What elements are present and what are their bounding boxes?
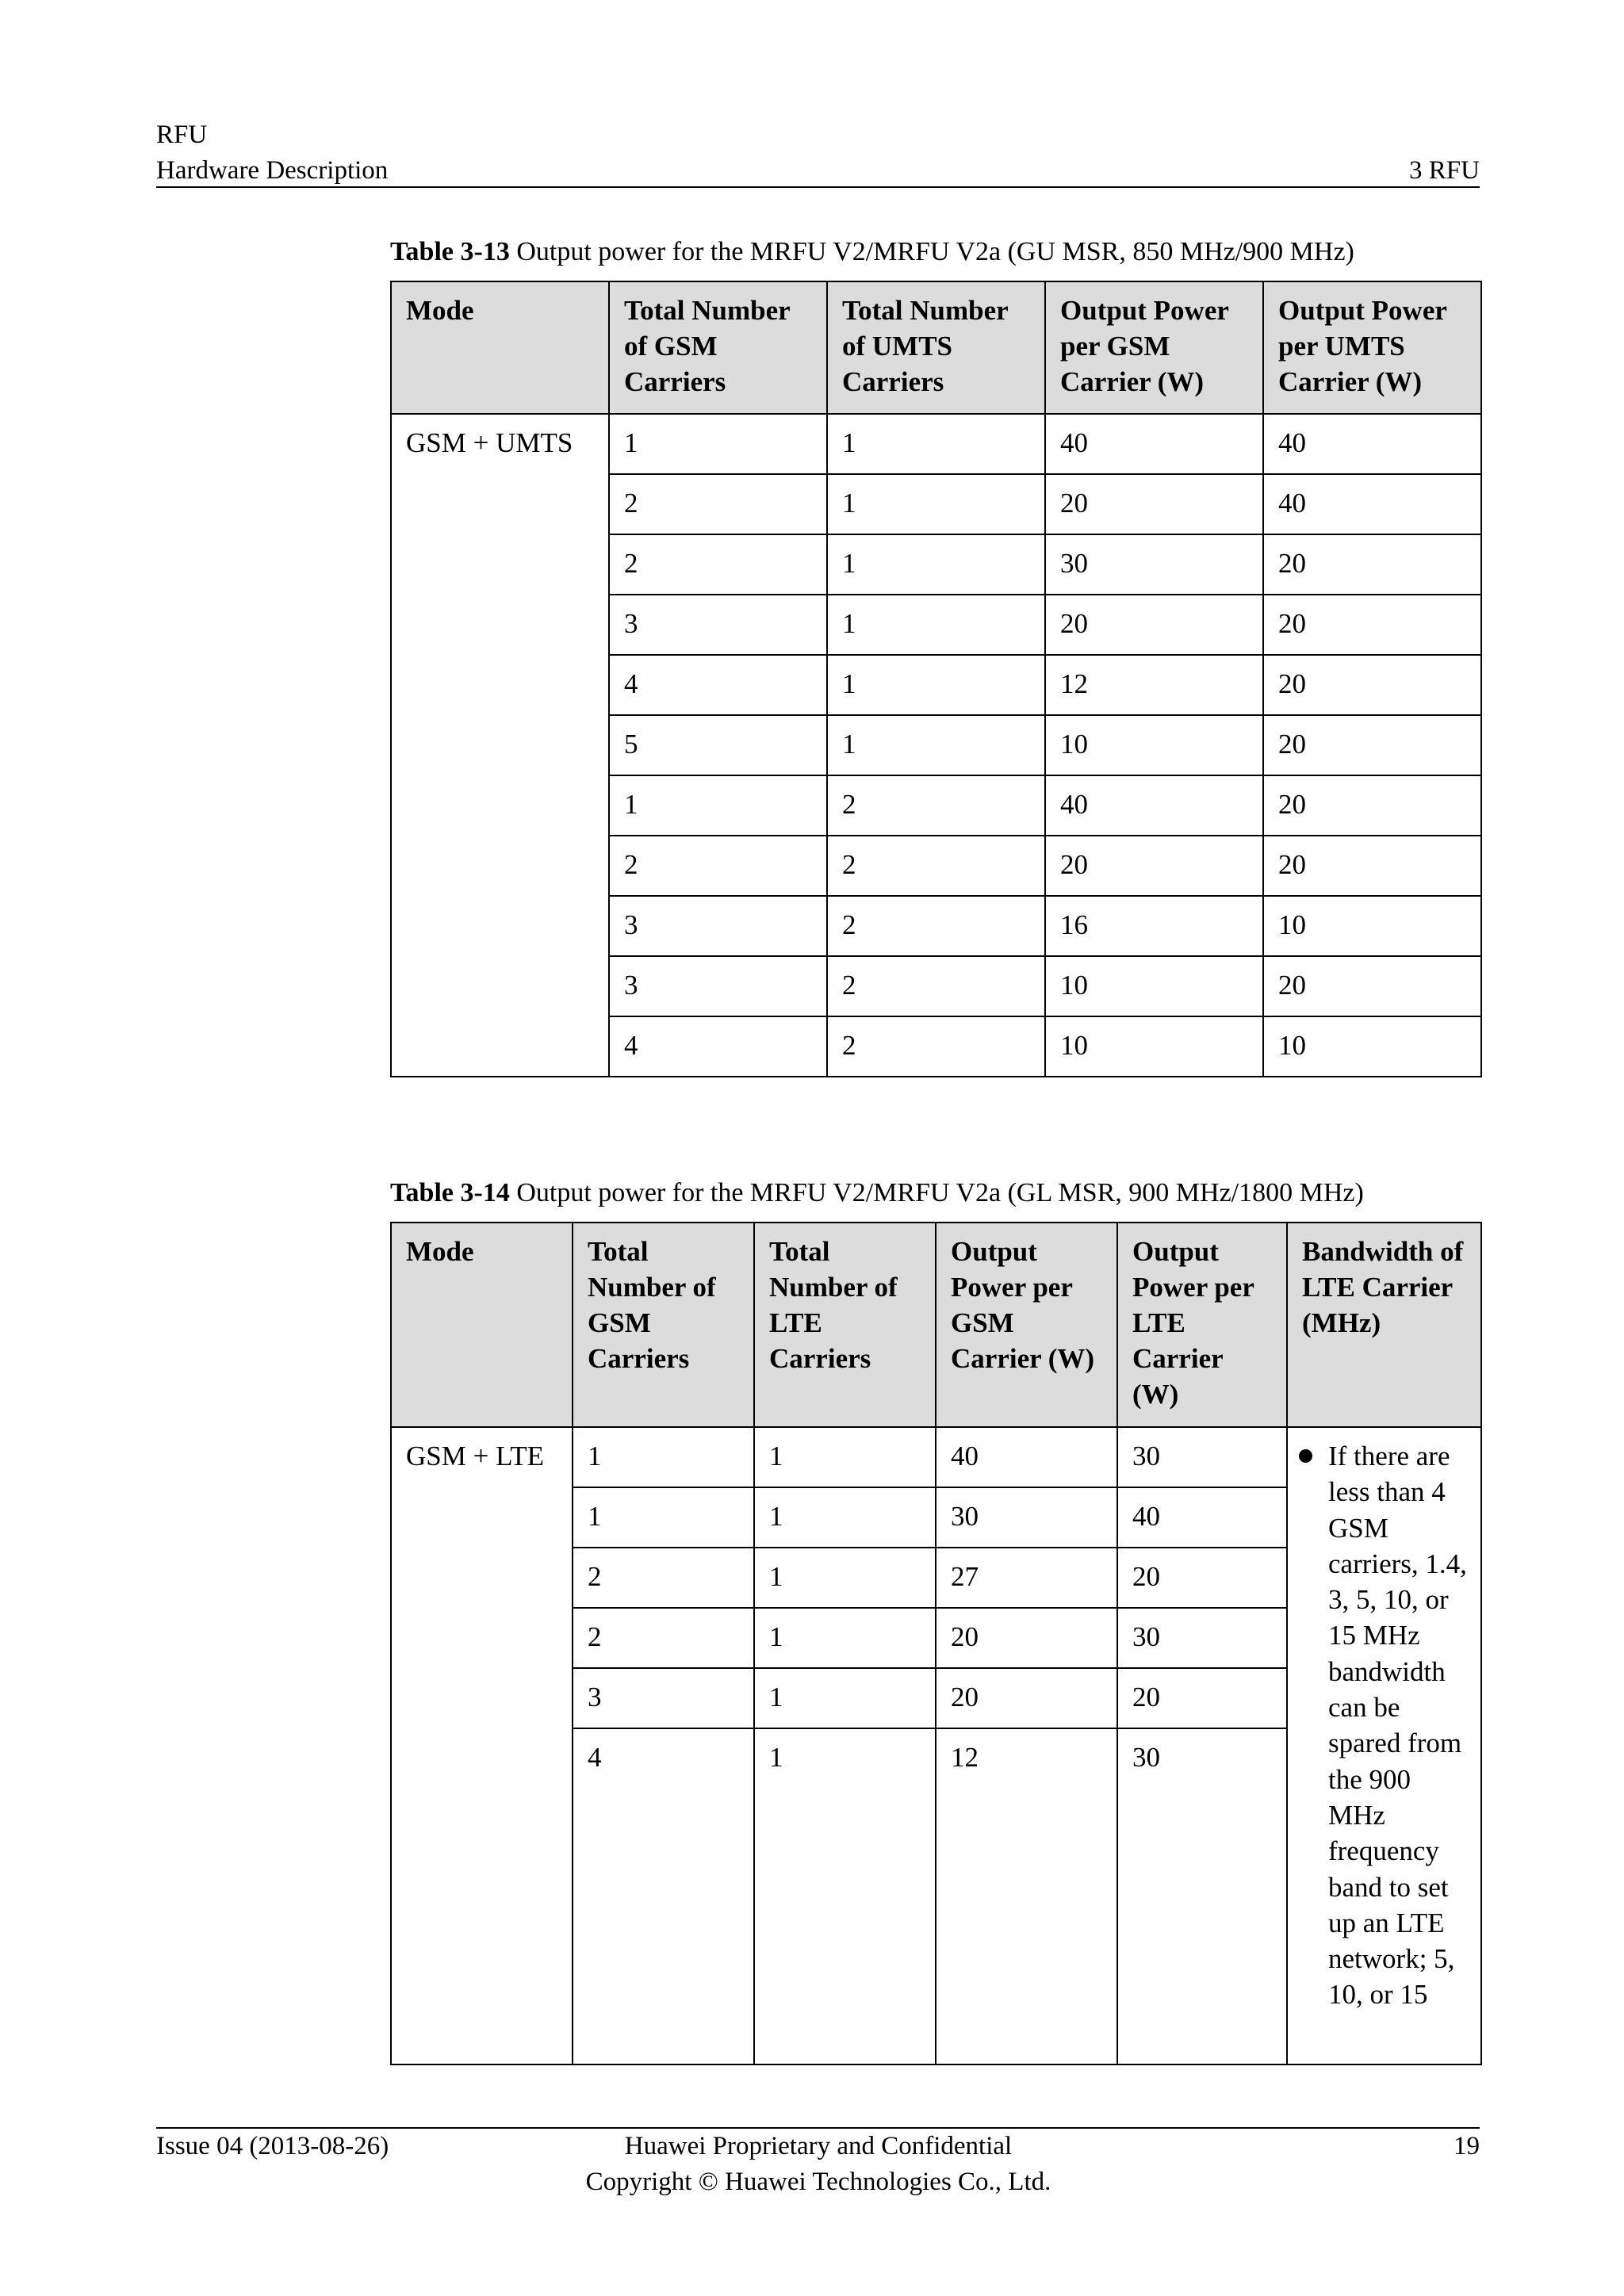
table-cell: 2 xyxy=(609,534,827,595)
table-cell: 2 xyxy=(827,956,1045,1016)
table-cell: 3 xyxy=(609,956,827,1016)
table-cell: 1 xyxy=(754,1728,936,2064)
table14-bandwidth-cell xyxy=(1287,1427,1481,2064)
table-cell: 2 xyxy=(573,1548,754,1608)
table14-caption-label: Table 3-14 xyxy=(390,1178,510,1207)
table-cell: 1 xyxy=(754,1427,936,1487)
table-cell: 20 xyxy=(1263,775,1481,836)
table-cell: 40 xyxy=(1045,414,1263,474)
table-cell: 40 xyxy=(1045,775,1263,836)
table-cell: 20 xyxy=(1117,1668,1287,1728)
table-cell: 2 xyxy=(827,896,1045,956)
table-cell: 2 xyxy=(609,474,827,534)
table-cell: 2 xyxy=(609,836,827,896)
table-cell: 40 xyxy=(936,1427,1117,1487)
table-cell: 1 xyxy=(609,414,827,474)
table-cell: 1 xyxy=(754,1608,936,1668)
table-cell: 40 xyxy=(1117,1487,1287,1548)
bullet-icon xyxy=(1299,1449,1312,1463)
table-cell: 1 xyxy=(827,655,1045,715)
table13-col-mode: Mode xyxy=(391,281,609,414)
table14-col-lte-carriers: Total Number of LTE Carriers xyxy=(754,1223,936,1427)
bandwidth-bullet-item xyxy=(1299,1438,1471,2013)
table13-mode-cell: GSM + UMTS xyxy=(391,414,609,1077)
table14-caption xyxy=(390,1176,1364,1211)
header-chapter: 3 RFU xyxy=(1409,156,1480,185)
table-cell: 4 xyxy=(609,655,827,715)
table-cell: 30 xyxy=(1045,534,1263,595)
table-cell: 20 xyxy=(1045,474,1263,534)
table-cell: 30 xyxy=(1117,1728,1287,2064)
table14-caption-text: Output power for the MRFU V2/MRFU V2a (GL MSR, 900 MHz/1800 MHz) xyxy=(509,1178,1364,1207)
table-cell: 20 xyxy=(936,1668,1117,1728)
table-cell: 4 xyxy=(609,1016,827,1077)
table-cell: 1 xyxy=(754,1668,936,1728)
table-cell: 20 xyxy=(1263,655,1481,715)
table-cell: 2 xyxy=(827,836,1045,896)
table-cell: 16 xyxy=(1045,896,1263,956)
table13-header-row xyxy=(391,281,1481,414)
table-cell: 3 xyxy=(609,595,827,655)
table13-col-gsm-carriers: Total Number of GSM Carriers xyxy=(609,281,827,414)
header-product: RFU xyxy=(156,121,208,149)
footer-center xyxy=(586,2129,1051,2200)
page-number: 19 xyxy=(1454,2132,1480,2160)
table-cell: 4 xyxy=(573,1728,754,2064)
table-cell: 1 xyxy=(827,715,1045,775)
table-cell: 1 xyxy=(754,1487,936,1548)
footer-confidential: Huawei Proprietary and Confidential xyxy=(624,2132,1013,2160)
table-cell: 10 xyxy=(1263,896,1481,956)
table-cell: 2 xyxy=(827,775,1045,836)
table13-col-umts-carriers: Total Number of UMTS Carriers xyxy=(827,281,1045,414)
table13-col-gsm-power: Output Power per GSM Carrier (W) xyxy=(1045,281,1263,414)
table13-caption-text: Output power for the MRFU V2/MRFU V2a (GU MSR, 850 MHz/900 MHz) xyxy=(509,237,1354,266)
table-cell: 20 xyxy=(1045,836,1263,896)
table-cell: 20 xyxy=(1263,836,1481,896)
table-cell: 1 xyxy=(827,595,1045,655)
table-cell: 30 xyxy=(1117,1427,1287,1487)
table-row xyxy=(391,414,1481,474)
table-cell: 2 xyxy=(827,1016,1045,1077)
table13-caption-label: Table 3-13 xyxy=(390,237,510,266)
table-cell: 20 xyxy=(936,1608,1117,1668)
table-cell: 1 xyxy=(827,414,1045,474)
table-cell: 12 xyxy=(936,1728,1117,2064)
table-cell: 3 xyxy=(609,896,827,956)
table14-col-gsm-carriers: Total Number of GSM Carriers xyxy=(573,1223,754,1427)
header-doc-title: Hardware Description xyxy=(156,156,389,185)
table-cell: 1 xyxy=(609,775,827,836)
table-cell: 10 xyxy=(1045,715,1263,775)
table14-col-gsm-power: Output Power per GSM Carrier (W) xyxy=(936,1223,1117,1427)
table-cell: 27 xyxy=(936,1548,1117,1608)
table14-header-row xyxy=(391,1223,1481,1427)
table-cell: 20 xyxy=(1117,1548,1287,1608)
table-row xyxy=(391,1427,1481,1487)
table-cell: 10 xyxy=(1263,1016,1481,1077)
table14 xyxy=(390,1222,1482,2065)
table-cell: 20 xyxy=(1263,715,1481,775)
table14-col-lte-power: Output Power per LTE Carrier (W) xyxy=(1117,1223,1287,1427)
table13-col-umts-power: Output Power per UMTS Carrier (W) xyxy=(1263,281,1481,414)
table14-col-mode: Mode xyxy=(391,1223,573,1427)
table-cell: 20 xyxy=(1045,595,1263,655)
table13-caption xyxy=(390,235,1354,270)
table-cell: 20 xyxy=(1263,956,1481,1016)
table-cell: 30 xyxy=(936,1487,1117,1548)
table-cell: 40 xyxy=(1263,414,1481,474)
table-cell: 20 xyxy=(1263,534,1481,595)
table-cell: 12 xyxy=(1045,655,1263,715)
table-cell: 20 xyxy=(1263,595,1481,655)
table-cell: 1 xyxy=(827,534,1045,595)
table-cell: 10 xyxy=(1045,1016,1263,1077)
table-cell: 10 xyxy=(1045,956,1263,1016)
table-cell: 30 xyxy=(1117,1608,1287,1668)
table-cell: 2 xyxy=(573,1608,754,1668)
table-cell: 1 xyxy=(573,1487,754,1548)
page-header-left xyxy=(156,117,388,189)
table14-col-lte-bandwidth: Bandwidth of LTE Carrier (MHz) xyxy=(1287,1223,1481,1427)
table-cell: 5 xyxy=(609,715,827,775)
footer-issue: Issue 04 (2013-08-26) xyxy=(156,2132,389,2160)
header-rule xyxy=(156,186,1480,188)
bandwidth-note: If there are less than 4 GSM carriers, 1.4, 3, 5, 10, or 15 MHz bandwidth can be spared from the 900 MHz frequency band to set up an LTE network; 5, 10, or 15 xyxy=(1328,1441,1467,2011)
table-cell: 1 xyxy=(827,474,1045,534)
table-cell: 1 xyxy=(573,1427,754,1487)
table-cell: 1 xyxy=(754,1548,936,1608)
table-cell: 3 xyxy=(573,1668,754,1728)
table-cell: 40 xyxy=(1263,474,1481,534)
table14-mode-cell: GSM + LTE xyxy=(391,1427,573,2064)
table13 xyxy=(390,281,1482,1077)
footer-copyright: Copyright © Huawei Technologies Co., Ltd. xyxy=(585,2168,1051,2196)
